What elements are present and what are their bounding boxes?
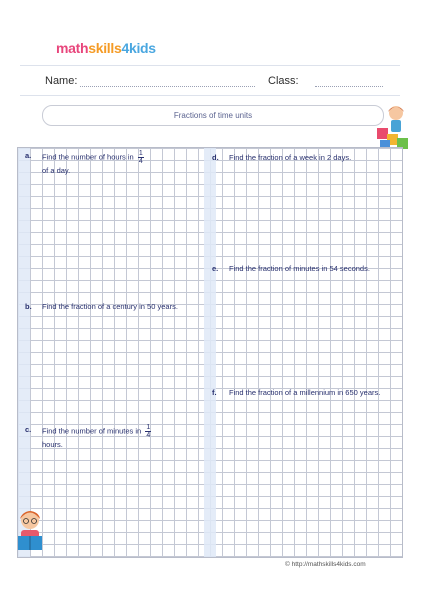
- question-letter: f.: [212, 388, 217, 397]
- logo-part-1: math: [56, 40, 89, 56]
- question-b: [25, 301, 192, 312]
- top-divider: [20, 65, 400, 66]
- question-letter: a.: [25, 151, 32, 160]
- question-text: Find the fraction of a century in 50 years.: [42, 302, 178, 311]
- question-text: Find the fraction of a week in 2 days.: [229, 153, 352, 162]
- question-letter: e.: [212, 264, 219, 273]
- fraction: [145, 424, 151, 439]
- fraction-numerator: 1: [138, 150, 143, 157]
- question-c: [25, 424, 192, 450]
- fraction: [138, 150, 144, 165]
- question-text: Find the number of hours in: [42, 152, 134, 162]
- question-a: [25, 150, 192, 176]
- question-text: Find the fraction of a millennium in 650 years.: [229, 388, 381, 397]
- fraction-denominator: 4: [146, 432, 151, 439]
- logo-part-2: skills: [88, 40, 122, 56]
- name-label: Name:: [45, 75, 78, 87]
- middle-margin-strip: [204, 148, 219, 557]
- class-field[interactable]: [315, 85, 383, 87]
- question-text: Find the fraction of minutes in 54 seconds.: [229, 264, 370, 273]
- question-letter: d.: [212, 153, 219, 162]
- copyright-footer: © http://mathskills4kids.com: [285, 561, 366, 568]
- question-text: Find the number of minutes in: [42, 426, 142, 436]
- class-label: Class:: [268, 75, 299, 87]
- fraction-numerator: 1: [146, 424, 151, 431]
- question-e: [212, 263, 379, 274]
- question-text-2: hours.: [42, 440, 63, 449]
- question-letter: c.: [25, 425, 32, 434]
- header-divider: [20, 95, 400, 96]
- question-text-2: of a day.: [42, 166, 71, 175]
- worksheet-title: Fractions of time units: [42, 105, 384, 126]
- question-letter: b.: [25, 302, 32, 311]
- left-margin-strip: [18, 148, 30, 557]
- question-d: [212, 152, 394, 163]
- logo: [56, 40, 156, 56]
- kid-reading-book-illustration: [12, 506, 48, 558]
- question-f: [212, 387, 394, 398]
- name-field[interactable]: [80, 85, 255, 87]
- logo-part-3: 4kids: [121, 40, 156, 56]
- fraction-denominator: 4: [138, 158, 143, 165]
